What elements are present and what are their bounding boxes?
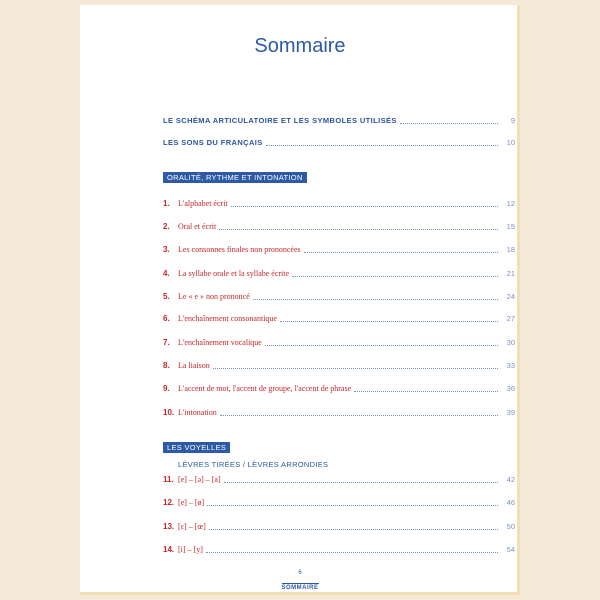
toc-item-label: L'accent de mot, l'accent de groupe, l'accent de phrase bbox=[178, 383, 352, 393]
toc-item-label: Oral et écrit bbox=[178, 221, 217, 231]
toc-item-page: 30 bbox=[506, 337, 515, 347]
dot-leader bbox=[219, 229, 498, 230]
toc-item-label: L'enchaînement consonantique bbox=[178, 313, 277, 323]
toc-item-number: 12. bbox=[163, 497, 175, 507]
toc-item[interactable] bbox=[163, 519, 515, 533]
toc-item-page: 46 bbox=[506, 497, 515, 507]
toc-item-page: 24 bbox=[506, 291, 515, 301]
toc-item-number: 9. bbox=[163, 383, 170, 393]
dot-leader bbox=[213, 368, 498, 369]
dot-leader bbox=[220, 415, 498, 416]
toc-item[interactable] bbox=[163, 311, 515, 325]
dot-leader bbox=[206, 552, 498, 553]
toc-item-number: 6. bbox=[163, 313, 170, 323]
toc-item[interactable] bbox=[163, 358, 515, 372]
toc-item[interactable] bbox=[163, 266, 515, 280]
dot-leader bbox=[207, 505, 498, 506]
dot-leader bbox=[400, 123, 498, 124]
toc-item[interactable] bbox=[163, 381, 515, 395]
dot-leader bbox=[253, 299, 498, 300]
dot-leader bbox=[265, 345, 498, 346]
toc-item-page: 27 bbox=[506, 313, 515, 323]
toc-item[interactable] bbox=[163, 289, 515, 303]
toc-item-page: 18 bbox=[506, 244, 515, 254]
toc-item-label: [i] – [y] bbox=[178, 544, 203, 554]
toc-entry-page: 10 bbox=[506, 137, 515, 147]
toc-item[interactable] bbox=[163, 495, 515, 509]
toc-item-label: La liaison bbox=[178, 360, 210, 370]
toc-item[interactable] bbox=[163, 542, 515, 556]
toc-item-number: 4. bbox=[163, 268, 170, 278]
toc-item-page: 21 bbox=[506, 268, 515, 278]
toc-entry-page: 9 bbox=[510, 115, 515, 125]
toc-item[interactable] bbox=[163, 405, 515, 419]
toc-item-label: [e] – [ə] – [a] bbox=[178, 474, 221, 484]
toc-item-number: 10. bbox=[163, 407, 175, 417]
dot-leader bbox=[266, 145, 498, 146]
footer-page-number: 6 bbox=[298, 570, 302, 576]
toc-item-page: 15 bbox=[506, 221, 515, 231]
dot-leader bbox=[280, 321, 498, 322]
toc-item-number: 7. bbox=[163, 337, 170, 347]
dot-leader bbox=[304, 252, 498, 253]
toc-item-label: [ɛ] – [œ] bbox=[178, 521, 206, 531]
footer-label: SOMMAIRE bbox=[281, 585, 319, 591]
toc-item-page: 50 bbox=[506, 521, 515, 531]
subsection-title: LÈVRES TIRÉES / LÈVRES ARRONDIES bbox=[178, 460, 329, 469]
toc-entry-label: LE SCHÉMA ARTICULATOIRE ET LES SYMBOLES UTILISÉS bbox=[163, 115, 397, 125]
toc-item-page: 12 bbox=[506, 198, 515, 208]
section-header-orality: ORALITÉ, RYTHME ET INTONATION bbox=[163, 172, 307, 183]
toc-item-number: 11. bbox=[163, 474, 174, 484]
toc-item-number: 2. bbox=[163, 221, 170, 231]
toc-item-page: 42 bbox=[506, 474, 515, 484]
toc-item[interactable] bbox=[163, 335, 515, 349]
toc-item-label: Les consonnes finales non prononcées bbox=[178, 244, 301, 254]
toc-entry-french-sounds[interactable] bbox=[163, 135, 515, 149]
toc-item-label: [e] – [ø] bbox=[178, 497, 205, 507]
dot-leader bbox=[231, 206, 498, 207]
dot-leader bbox=[354, 391, 498, 392]
toc-item-page: 33 bbox=[506, 360, 515, 370]
toc-item-number: 8. bbox=[163, 360, 170, 370]
toc-item-number: 14. bbox=[163, 544, 175, 554]
toc-item-page: 39 bbox=[506, 407, 515, 417]
dot-leader bbox=[292, 276, 498, 277]
document-page bbox=[80, 5, 520, 595]
toc-item[interactable] bbox=[163, 196, 515, 210]
toc-item-page: 54 bbox=[506, 544, 515, 554]
section-header-vowels: LES VOYELLES bbox=[163, 442, 230, 453]
toc-item-label: L'alphabet écrit bbox=[178, 198, 228, 208]
toc-item-label: La syllabe orale et la syllabe écrite bbox=[178, 268, 290, 278]
dot-leader bbox=[209, 529, 498, 530]
toc-item-label: L'enchaînement vocalique bbox=[178, 337, 262, 347]
toc-item-label: Le « e » non prononcé bbox=[178, 291, 250, 301]
toc-entry-label: LES SONS DU FRANÇAIS bbox=[163, 137, 263, 147]
toc-item-label: L'intonation bbox=[178, 407, 217, 417]
toc-item-number: 13. bbox=[163, 521, 175, 531]
toc-item[interactable] bbox=[163, 242, 515, 256]
toc-item[interactable] bbox=[163, 472, 515, 486]
toc-item-page: 36 bbox=[506, 383, 515, 393]
toc-entry-articulatory-scheme[interactable] bbox=[163, 113, 515, 127]
toc-item-number: 3. bbox=[163, 244, 170, 254]
page-title: Sommaire bbox=[254, 35, 346, 57]
toc-item[interactable] bbox=[163, 219, 515, 233]
dot-leader bbox=[224, 482, 498, 483]
toc-item-number: 1. bbox=[163, 198, 170, 208]
page-footer bbox=[80, 570, 520, 594]
toc-item-number: 5. bbox=[163, 291, 170, 301]
